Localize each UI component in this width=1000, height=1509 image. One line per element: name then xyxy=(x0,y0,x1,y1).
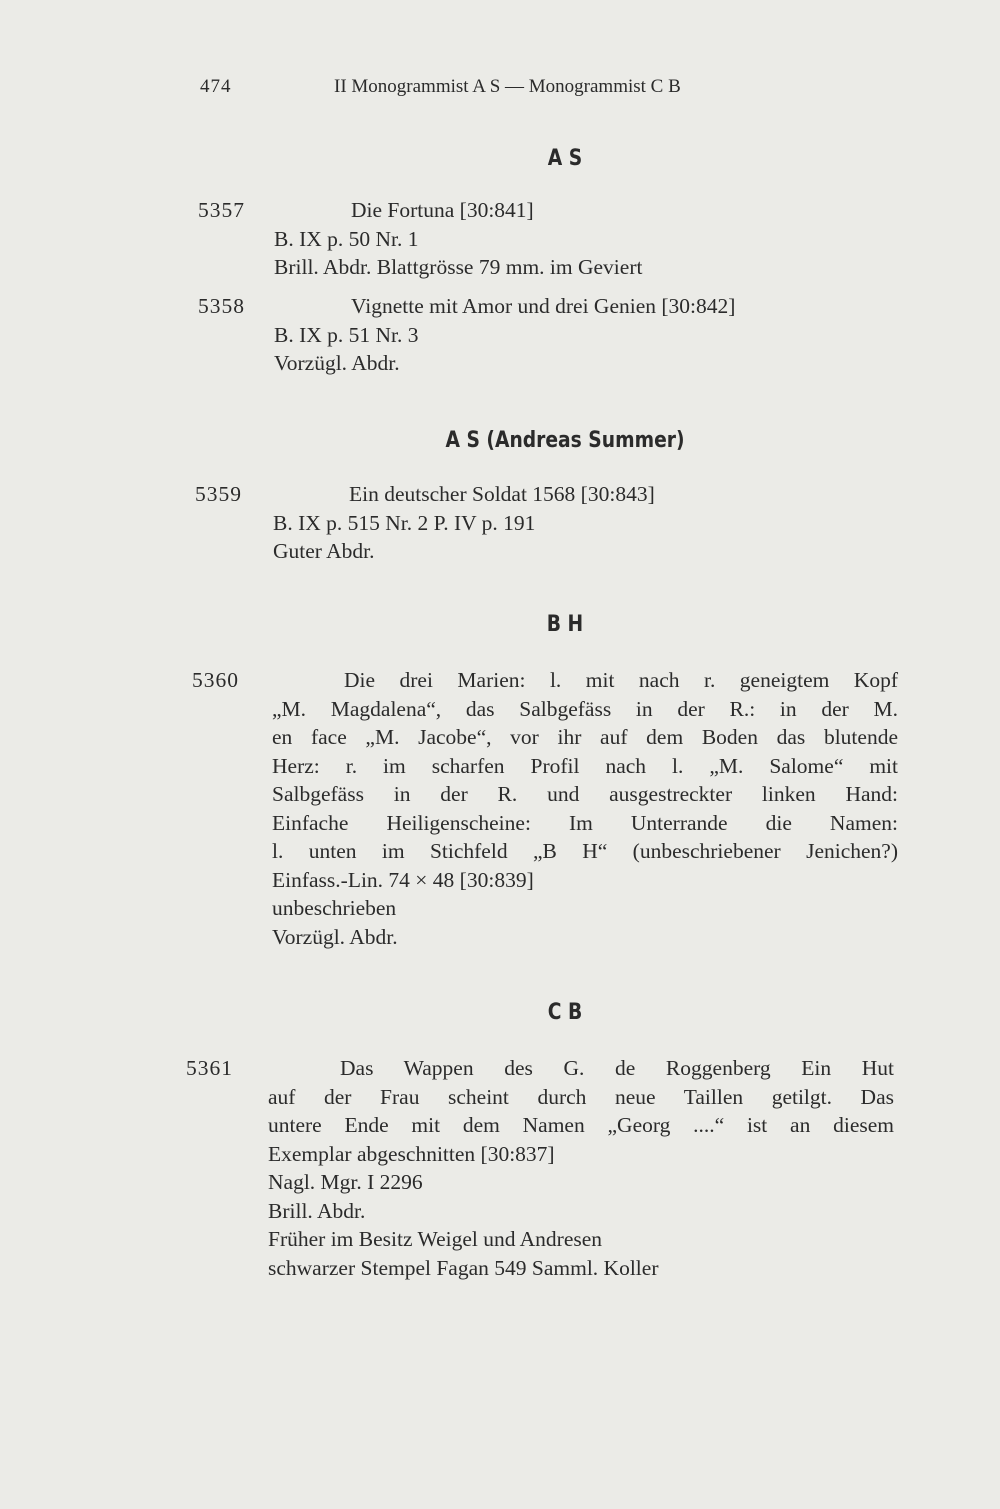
section-heading-cb: C B xyxy=(547,1000,583,1025)
entry-line: B. IX p. 50 Nr. 1 xyxy=(274,226,419,251)
entry-line: l. unten im Stichfeld „B H“ (unbeschriebener Jenichen?) xyxy=(272,839,898,863)
entry-line: Vorzügl. Abdr. xyxy=(272,924,398,949)
entry-line: Einfass.-Lin. 74 × 48 [30:839] xyxy=(272,867,534,892)
section-heading-andreas-summer: A S (Andreas Summer) xyxy=(445,428,685,453)
entry-line: Exemplar abgeschnitten [30:837] xyxy=(268,1141,555,1166)
entry-text xyxy=(273,480,893,566)
entry-line: Einfache Heiligenscheine: Im Unterrande die Namen: xyxy=(272,810,898,835)
entry-line: Vorzügl. Abdr. xyxy=(274,351,400,375)
entry-line: untere Ende mit dem Namen „Georg ....“ ist an diesem xyxy=(268,1113,894,1137)
entry-text xyxy=(274,196,894,282)
entry-line: „M. Magdalena“, das Salbgefäss in der R.: in der M. xyxy=(272,696,898,721)
running-title: II Monogrammist A S — Monogrammist C B xyxy=(334,76,681,97)
entry-line: unbeschrieben xyxy=(272,896,397,920)
entry-line: Vignette mit Amor und drei Genien [30:842] xyxy=(351,294,736,318)
entry-number: 5361 xyxy=(186,1056,233,1080)
entry-line: auf der Frau scheint durch neue Taillen getilgt. Das xyxy=(268,1084,894,1109)
entry-line: B. IX p. 515 Nr. 2 P. IV p. 191 xyxy=(273,510,536,535)
entry-number: 5359 xyxy=(195,482,242,506)
section-heading-bh: B H xyxy=(546,612,584,637)
entry-line: Früher im Besitz Weigel und Andresen xyxy=(268,1227,603,1251)
entry-line: Nagl. Mgr. I 2296 xyxy=(268,1170,423,1194)
entry-line: schwarzer Stempel Fagan 549 Samml. Koller xyxy=(268,1255,659,1280)
entry-line: B. IX p. 51 Nr. 3 xyxy=(274,322,419,347)
section-heading-as: A S xyxy=(547,146,583,171)
entry-text xyxy=(274,292,894,378)
entry-number: 5360 xyxy=(192,668,239,692)
entry-line: en face „M. Jacobe“, vor ihr auf dem Boden das blutende xyxy=(272,725,898,749)
entry-line: Ein deutscher Soldat 1568 [30:843] xyxy=(349,482,655,506)
entry-line: Salbgefäss in der R. und ausgestreckter linken Hand: xyxy=(272,782,898,806)
entry-line: Herz: r. im scharfen Profil nach l. „M. Salome“ mit xyxy=(272,753,898,778)
entry-number: 5357 xyxy=(198,198,245,222)
entry-line: Die drei Marien: l. mit nach r. geneigtem Kopf xyxy=(344,668,898,692)
entry-text xyxy=(268,1054,894,1282)
page-number: 474 xyxy=(200,76,232,97)
entry-line: Die Fortuna [30:841] xyxy=(351,198,534,222)
entry-line: Brill. Abdr. Blattgrösse 79 mm. im Geviert xyxy=(274,255,643,279)
entry-line: Brill. Abdr. xyxy=(268,1198,366,1223)
entry-number: 5358 xyxy=(198,294,245,318)
entry-text xyxy=(272,666,898,951)
entry-line: Guter Abdr. xyxy=(273,539,375,563)
entry-line: Das Wappen des G. de Roggenberg Ein Hut xyxy=(340,1056,894,1080)
